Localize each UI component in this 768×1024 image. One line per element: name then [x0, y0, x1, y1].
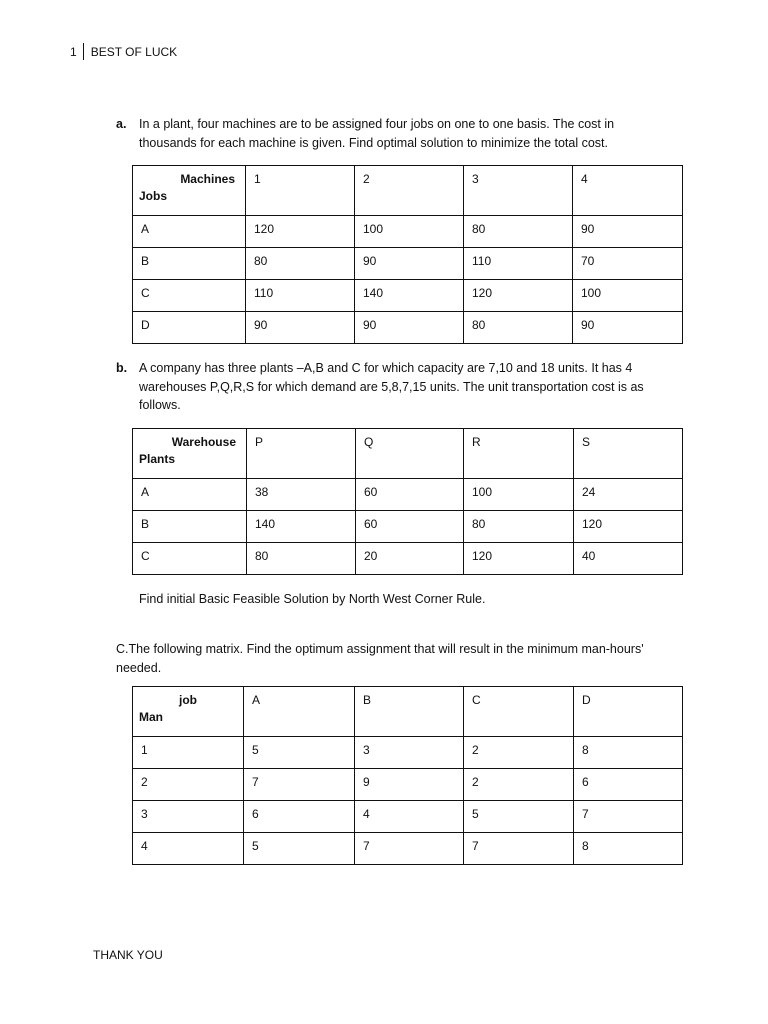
table-a-col-header: 1 [246, 166, 355, 216]
table-row [133, 543, 683, 575]
header-title: BEST OF LUCK [90, 44, 178, 59]
table-cell: 24 [574, 479, 683, 511]
question-b-text: A company has three plants –A,B and C for which capacity are 7,10 and 18 units. It has 4 warehouses P,Q,R,S for which demand are 5,8,7,15 units. The unit transportation cost is as follows. [139, 361, 644, 412]
table-b-col-header-title: Warehouse [171, 435, 236, 449]
table-cell: 90 [355, 312, 464, 344]
row-label: 2 [133, 769, 244, 801]
table-cell: 120 [464, 280, 573, 312]
page-header [70, 43, 177, 60]
table-row [133, 216, 683, 248]
table-a-row-header-title: Jobs [139, 189, 168, 203]
question-c [116, 640, 656, 677]
row-label: D [133, 312, 246, 344]
row-label: C [133, 280, 246, 312]
table-cell: 8 [574, 737, 683, 769]
row-label: C [133, 543, 247, 575]
table-cell: 8 [574, 833, 683, 865]
table-row [133, 737, 683, 769]
table-cell: 90 [573, 216, 683, 248]
table-cell: 90 [573, 312, 683, 344]
question-a-text: In a plant, four machines are to be assigned four jobs on one to one basis. The cost in thousands for each machine is given. Find optimal solution to minimize the total cost. [139, 117, 615, 150]
table-cell: 80 [247, 543, 356, 575]
table-b-corner [133, 429, 247, 479]
row-label: 3 [133, 801, 244, 833]
table-cell: 80 [464, 312, 573, 344]
table-a-col-header: 3 [464, 166, 573, 216]
table-cell: 5 [244, 737, 355, 769]
header-divider [83, 43, 84, 60]
table-b-row-header-title: Plants [139, 452, 176, 466]
table-a-col-header: 2 [355, 166, 464, 216]
table-cell: 7 [464, 833, 574, 865]
table-b-col-header: Q [356, 429, 464, 479]
table-b-col-header: R [464, 429, 574, 479]
table-cell: 40 [574, 543, 683, 575]
table-row [133, 312, 683, 344]
table-cell: 2 [464, 769, 574, 801]
table-cell: 3 [355, 737, 464, 769]
table-b [132, 428, 683, 575]
table-c [132, 686, 683, 865]
table-row [133, 769, 683, 801]
row-label: 4 [133, 833, 244, 865]
table-cell: 100 [355, 216, 464, 248]
table-cell: 7 [574, 801, 683, 833]
table-cell: 120 [464, 543, 574, 575]
table-cell: 4 [355, 801, 464, 833]
table-cell: 140 [355, 280, 464, 312]
row-label: A [133, 216, 246, 248]
table-cell: 5 [244, 833, 355, 865]
table-b-col-header: P [247, 429, 356, 479]
table-cell: 90 [355, 248, 464, 280]
table-row [133, 248, 683, 280]
table-cell: 9 [355, 769, 464, 801]
question-b [116, 359, 656, 415]
table-cell: 110 [464, 248, 573, 280]
question-a-label: a. [116, 117, 127, 131]
page-number: 1 [70, 44, 77, 59]
table-cell: 100 [573, 280, 683, 312]
table-cell: 90 [246, 312, 355, 344]
row-label: 1 [133, 737, 244, 769]
table-b-col-header: S [574, 429, 683, 479]
table-cell: 140 [247, 511, 356, 543]
table-cell: 110 [246, 280, 355, 312]
table-cell: 80 [464, 511, 574, 543]
table-cell: 7 [355, 833, 464, 865]
table-cell: 120 [246, 216, 355, 248]
table-cell: 2 [464, 737, 574, 769]
table-cell: 60 [356, 479, 464, 511]
table-row [133, 801, 683, 833]
table-c-col-header: C [464, 687, 574, 737]
table-cell: 60 [356, 511, 464, 543]
table-cell: 120 [574, 511, 683, 543]
table-c-col-header: A [244, 687, 355, 737]
footer-text: THANK YOU [93, 948, 163, 962]
table-cell: 70 [573, 248, 683, 280]
table-cell: 80 [246, 248, 355, 280]
table-a-corner [133, 166, 246, 216]
question-b-label: b. [116, 361, 128, 375]
table-c-corner [133, 687, 244, 737]
table-cell: 6 [574, 769, 683, 801]
table-cell: 20 [356, 543, 464, 575]
question-b-note: Find initial Basic Feasible Solution by North West Corner Rule. [139, 592, 486, 606]
row-label: B [133, 511, 247, 543]
table-row [133, 511, 683, 543]
table-a [132, 165, 683, 344]
table-cell: 7 [244, 769, 355, 801]
question-a [116, 115, 656, 152]
table-a-col-header-title: Machines [180, 172, 235, 186]
table-row [133, 833, 683, 865]
question-c-text: C.The following matrix. Find the optimum assignment that will result in the minimum man-hours' needed. [116, 642, 644, 675]
table-c-row-header-title: Man [139, 710, 163, 724]
table-cell: 80 [464, 216, 573, 248]
row-label: A [133, 479, 247, 511]
table-cell: 5 [464, 801, 574, 833]
table-a-col-header: 4 [573, 166, 683, 216]
table-row [133, 479, 683, 511]
table-cell: 6 [244, 801, 355, 833]
table-c-col-header: D [574, 687, 683, 737]
table-cell: 38 [247, 479, 356, 511]
table-c-col-header-title: job [179, 693, 197, 707]
table-row [133, 280, 683, 312]
table-cell: 100 [464, 479, 574, 511]
row-label: B [133, 248, 246, 280]
table-c-col-header: B [355, 687, 464, 737]
